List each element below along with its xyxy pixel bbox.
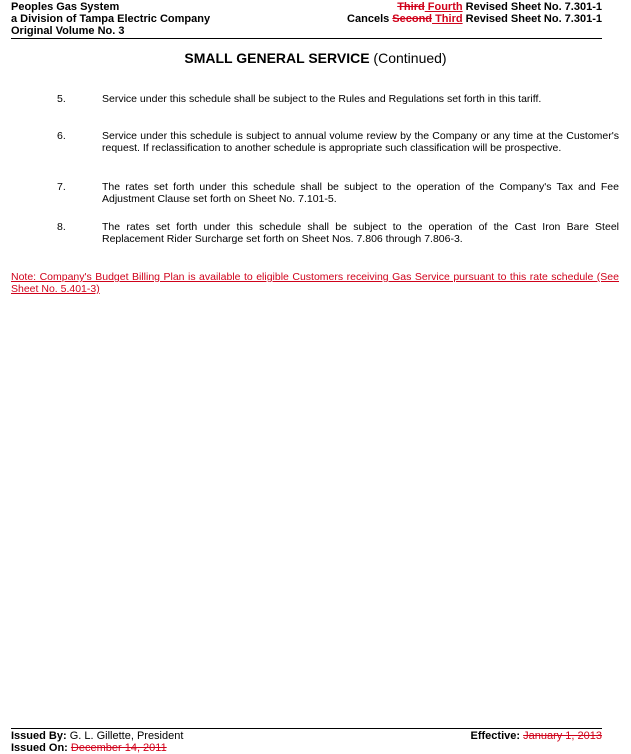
- cancels-rest-text: Revised Sheet No. 7.301-1: [462, 13, 602, 25]
- effective-label: Effective:: [470, 730, 521, 742]
- company-name: Peoples Gas System: [11, 1, 120, 13]
- cancels-sheet: [347, 13, 602, 25]
- issued-on: [11, 742, 167, 754]
- item-number: 8.: [57, 221, 66, 233]
- issued-by: [11, 730, 183, 742]
- issued-on-struck-date: December 14, 2011: [70, 742, 167, 754]
- title-suffix: (Continued): [369, 50, 447, 66]
- item-number: 5.: [57, 93, 66, 105]
- sheet-struck-text: Third: [397, 1, 425, 13]
- title-main: SMALL GENERAL SERVICE: [184, 50, 370, 66]
- issued-by-label: Issued By:: [11, 730, 67, 742]
- header-divider: [11, 38, 602, 39]
- sheet-rest-text: Revised Sheet No. 7.301-1: [462, 1, 602, 13]
- item-text: Service under this schedule shall be subject to the Rules and Regulations set forth in this tariff.: [102, 93, 542, 105]
- cancels-struck-text: Second: [392, 13, 433, 25]
- item-text: Service under this schedule is subject to annual volume review by the Company or any time at the Customer's request. If reclassification to another schedule is appropriate such classification will be prospective.: [102, 130, 619, 154]
- item-text: The rates set forth under this schedule shall be subject to the operation of the Cast Iron Bare Steel Replacement Rider Surcharge set forth on Sheet Nos. 7.806 through 7.806-3.: [102, 221, 619, 245]
- item-number: 6.: [57, 130, 66, 142]
- effective-struck-date: January 1, 2013: [523, 730, 602, 742]
- item-text: The rates set forth under this schedule shall be subject to the operation of the Company's Tax and Fee Adjustment Clause set forth on Sheet No. 7.101-5.: [102, 181, 619, 205]
- issued-by-value: G. L. Gillette, President: [66, 730, 184, 742]
- effective-date: [471, 730, 602, 742]
- page-title: [0, 50, 631, 66]
- division-name: a Division of Tampa Electric Company: [11, 13, 211, 25]
- sheet-inserted-text: Fourth: [424, 1, 463, 13]
- sheet-number: [397, 1, 602, 13]
- cancels-prefix: Cancels: [347, 13, 393, 25]
- cancels-inserted-text: Third: [432, 13, 463, 25]
- issued-on-label: Issued On:: [11, 742, 68, 754]
- footer-divider: [11, 728, 602, 729]
- volume-label: Original Volume No. 3: [11, 25, 125, 37]
- item-number: 7.: [57, 181, 66, 193]
- budget-billing-note: Note: Company's Budget Billing Plan is available to eligible Customers receiving Gas Service pursuant to this rate schedule (See Sheet No. 5.401-3): [11, 271, 619, 295]
